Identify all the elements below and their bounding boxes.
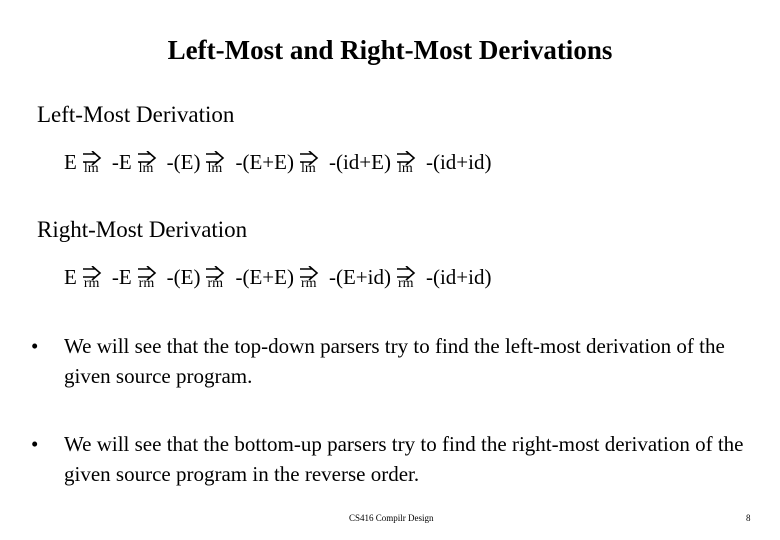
- derivation-step: -(E+E): [235, 150, 294, 174]
- derivation-subscript: lm: [138, 161, 154, 176]
- derivation-step: -(E): [166, 150, 201, 174]
- bullet-text: We will see that the bottom-up parsers try to find the right-most derivation of the given source program in the reverse order.: [64, 432, 744, 486]
- leftmost-heading: Left-Most Derivation: [37, 102, 235, 127]
- derivation-step: -(E+id): [328, 265, 391, 289]
- derivation-step: -E: [111, 150, 132, 174]
- derivation-subscript: lm: [300, 161, 316, 176]
- derivation-step: -(id+E): [328, 150, 391, 174]
- derives-arrow-icon: [394, 264, 424, 291]
- derives-arrow-icon: [135, 149, 165, 176]
- derives-arrow-icon: [297, 149, 327, 176]
- derives-arrow-icon: [394, 149, 424, 176]
- derivation-step: E: [64, 265, 77, 289]
- derives-arrow-icon: [297, 264, 327, 291]
- bullet-text: We will see that the top-down parsers try to find the left-most derivation of the given source program.: [64, 334, 725, 388]
- derivation-subscript: lm: [207, 161, 223, 176]
- page-number: 8: [746, 513, 751, 523]
- derivation-subscript: rm: [397, 276, 414, 291]
- derivation-subscript: rm: [207, 276, 224, 291]
- bullet-icon: •: [31, 432, 39, 456]
- derives-arrow-icon: [135, 264, 165, 291]
- derivation-subscript: lm: [397, 161, 413, 176]
- derivation-step: -E: [111, 265, 132, 289]
- derives-arrow-icon: [80, 264, 110, 291]
- footer-course: CS416 Compilr Design: [349, 513, 434, 523]
- derivation-subscript: lm: [83, 161, 99, 176]
- rightmost-heading: Right-Most Derivation: [37, 217, 248, 242]
- derivation-subscript: rm: [300, 276, 317, 291]
- derives-arrow-icon: [80, 149, 110, 176]
- derivation-step: -(E): [166, 265, 201, 289]
- derives-arrow-icon: [203, 264, 233, 291]
- derivation-subscript: rm: [138, 276, 155, 291]
- derives-arrow-icon: [203, 149, 233, 176]
- derivation-step: E: [64, 150, 77, 174]
- derivation-step: -(E+E): [235, 265, 294, 289]
- derivation-step: -(id+id): [425, 150, 492, 174]
- bullet-icon: •: [31, 334, 39, 358]
- leftmost-derivation: [64, 149, 491, 175]
- rightmost-derivation: [64, 264, 491, 290]
- slide-title: Left-Most and Right-Most Derivations: [167, 35, 613, 65]
- derivation-step: -(id+id): [425, 265, 492, 289]
- derivation-subscript: rm: [83, 276, 100, 291]
